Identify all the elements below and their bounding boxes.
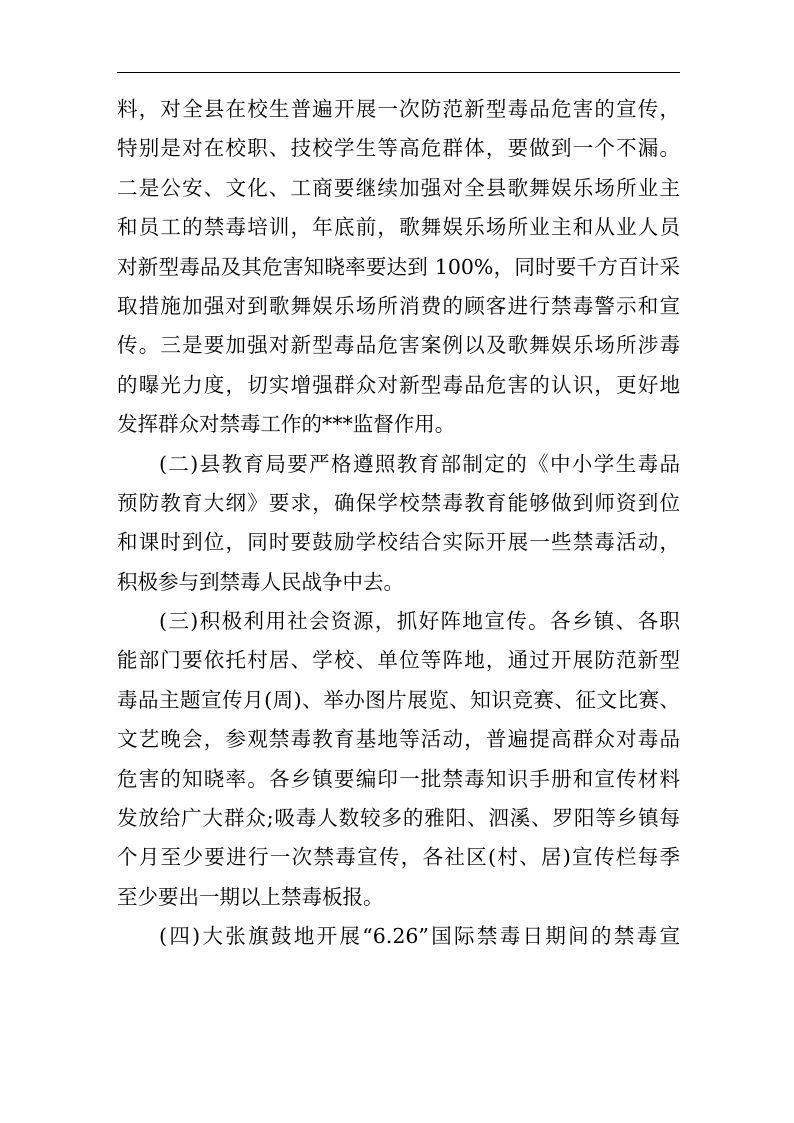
paragraph-heading-line: (四)大张旗鼓地开展“6.26”国际禁毒日期间的禁毒宣 <box>159 924 680 949</box>
text-line: 积极参与到禁毒人民战争中去。 <box>117 569 404 594</box>
text-line: 和员工的禁毒培训，年底前，歌舞娱乐场所业主和从业人员 <box>117 215 680 240</box>
text-line: 文艺晚会，参观禁毒教育基地等活动，普遍提高群众对毒品 <box>117 727 680 752</box>
paragraph-heading-line: (二)县教育局要严格遵照教育部制定的《中小学生毒品 <box>159 451 680 476</box>
paragraph-heading-line: (三)积极利用社会资源，抓好阵地宣传。各乡镇、各职 <box>159 609 680 634</box>
text-line: 危害的知晓率。各乡镇要编印一批禁毒知识手册和宣传材料 <box>117 766 680 791</box>
text-line: 至少要出一期以上禁毒板报。 <box>117 884 384 909</box>
text-line: 料，对全县在校生普遍开展一次防范新型毒品危害的宣传， <box>117 97 680 121</box>
text-line: 和课时到位，同时要鼓励学校结合实际开展一些禁毒活动， <box>117 530 680 555</box>
text-line: 的曝光力度，切实增强群众对新型毒品危害的认识，更好地 <box>117 372 680 397</box>
document-body <box>117 90 680 957</box>
text-line: 发挥群众对禁毒工作的***监督作用。 <box>117 412 456 437</box>
text-line: 取措施加强对到歌舞娱乐场所消费的顾客进行禁毒警示和宣 <box>117 293 680 318</box>
text-line: 个月至少要进行一次禁毒宣传，各社区(村、居)宣传栏每季 <box>117 845 680 870</box>
text-line: 预防教育大纲》要求，确保学校禁毒教育能够做到师资到位 <box>117 490 680 515</box>
text-line: 对新型毒品及其危害知晓率要达到 100%，同时要千方百计采 <box>117 254 680 279</box>
text-line: 传。三是要加强对新型毒品危害案例以及歌舞娱乐场所涉毒 <box>117 333 680 358</box>
text-line: 毒品主题宣传月(周)、举办图片展览、知识竞赛、征文比赛、 <box>117 687 680 712</box>
text-line: 能部门要依托村居、学校、单位等阵地，通过开展防范新型 <box>117 648 680 673</box>
text-line: 二是公安、文化、工商要继续加强对全县歌舞娱乐场所业主 <box>117 175 680 200</box>
header-rule <box>117 72 680 73</box>
text-line: 发放给广大群众;吸毒人数较多的雅阳、泗溪、罗阳等乡镇每 <box>117 806 680 831</box>
text-line: 特别是对在校职、技校学生等高危群体，要做到一个不漏。 <box>117 136 680 161</box>
